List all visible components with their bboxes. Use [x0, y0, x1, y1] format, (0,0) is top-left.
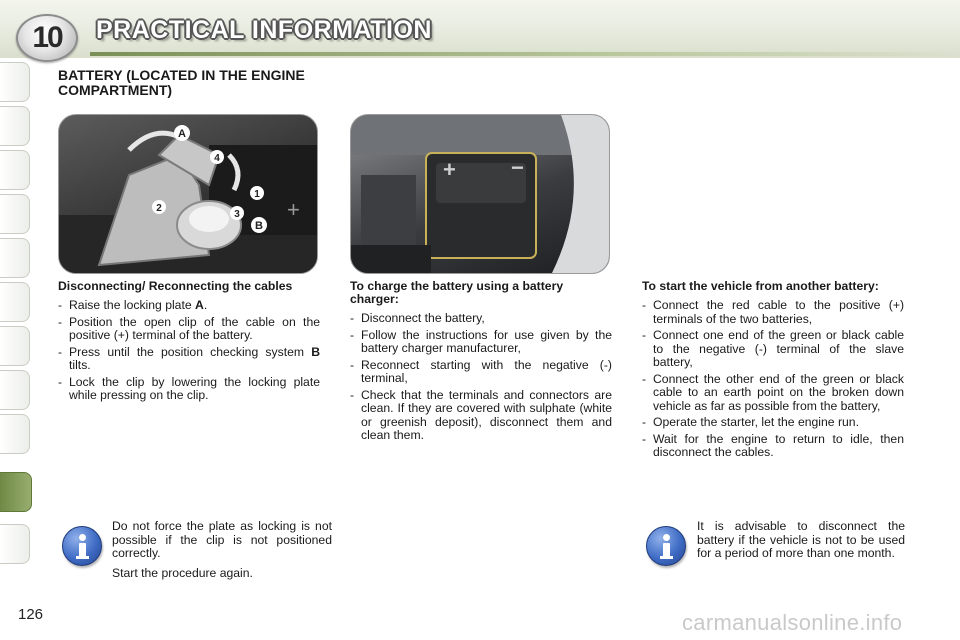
list-item	[642, 299, 904, 326]
chapter-tab[interactable]	[0, 370, 30, 410]
chapter-tab-active[interactable]	[0, 472, 32, 512]
list-dash: -	[350, 327, 355, 342]
column-charging	[350, 280, 612, 446]
chapter-tab[interactable]	[0, 106, 30, 146]
column-jump-start	[642, 280, 904, 463]
list-dash: -	[350, 357, 355, 372]
list-item-text: Reconnect starting with the negative (-) terminal,	[361, 357, 612, 385]
chapter-tab[interactable]	[0, 282, 30, 322]
list-item	[58, 316, 320, 343]
list-dash: -	[58, 298, 63, 312]
chapter-tab[interactable]	[0, 150, 30, 190]
column-heading: To charge the battery using a battery charger:	[350, 279, 564, 306]
section-title: BATTERY (LOCATED IN THE ENGINE COMPARTMENT)	[58, 67, 305, 98]
list-item	[642, 373, 904, 414]
info-paragraph: It is advisable to disconnect the battery if the vehicle is not to be used for a period of more than one month.	[697, 519, 905, 560]
chapter-tab-strip	[0, 62, 34, 574]
list-item	[58, 299, 320, 313]
list-item-bold: B	[311, 344, 320, 359]
list-item	[350, 389, 612, 443]
instruction-list	[58, 299, 320, 403]
column-heading: Disconnecting/ Reconnecting the cables	[58, 279, 293, 293]
chapter-tab[interactable]	[0, 524, 30, 564]
list-item	[350, 312, 612, 326]
list-item-text: Press until the position checking system	[69, 344, 312, 359]
list-item-bold: A	[195, 298, 204, 312]
instruction-list	[642, 299, 904, 460]
info-note-locking	[112, 520, 332, 586]
list-item-text: Follow the instructions for use given by the battery charger manufacturer,	[361, 327, 612, 355]
list-item-text: Connect one end of the green or black cable to the negative (-) terminal of the slave battery,	[653, 328, 904, 369]
list-dash: -	[642, 431, 647, 446]
page-header	[0, 0, 960, 58]
list-dash: -	[58, 314, 63, 329]
battery-clip-photo	[58, 114, 318, 274]
list-dash: -	[58, 344, 63, 359]
page-number: 126	[18, 606, 44, 623]
battery-compartment-photo	[350, 114, 610, 274]
list-dash: -	[58, 374, 63, 389]
negative-terminal-mark: −	[511, 155, 524, 180]
photo-1-label: B	[255, 220, 263, 232]
page-title: PRACTICAL INFORMATION	[96, 16, 432, 44]
list-item-text: Raise the locking plate	[69, 298, 196, 312]
chapter-tab[interactable]	[0, 326, 30, 366]
photo-1-label: 1	[254, 189, 260, 200]
list-item-text: Lock the clip by lowering the locking plate while pressing on the clip.	[69, 374, 320, 402]
battery-clip-illustration	[59, 115, 318, 274]
info-paragraph: Start the procedure again.	[112, 565, 253, 580]
list-item	[642, 329, 904, 370]
column-disconnecting	[58, 280, 320, 406]
list-dash: -	[642, 415, 647, 429]
list-item-text: Operate the starter, let the engine run.	[653, 415, 859, 429]
photo-1-label: A	[178, 128, 186, 140]
list-item-text: Wait for the engine to return to idle, then disconnect the cables.	[653, 431, 904, 459]
chapter-tab[interactable]	[0, 238, 30, 278]
list-item-text: Check that the terminals and connectors are clean. If they are covered with sulphate (white or greenish deposit), disconnect them and clean them.	[361, 387, 612, 442]
photo-1-label: 3	[234, 209, 240, 220]
info-note-disconnect	[697, 520, 905, 567]
info-icon	[646, 526, 686, 566]
chapter-tab[interactable]	[0, 414, 30, 454]
list-dash: -	[642, 298, 647, 312]
list-item-text-after: .	[203, 298, 208, 312]
battery-compartment-illustration	[351, 115, 610, 274]
list-item	[58, 346, 320, 373]
list-dash: -	[350, 387, 355, 402]
positive-terminal-mark: +	[443, 157, 456, 182]
chapter-tab[interactable]	[0, 194, 30, 234]
photo-1-label: 2	[156, 203, 162, 214]
instruction-list	[350, 312, 612, 443]
list-item	[350, 329, 612, 356]
list-item	[350, 359, 612, 386]
list-item-text: Position the open clip of the cable on the positive (+) terminal of the battery.	[69, 314, 320, 342]
list-item	[58, 376, 320, 403]
column-heading: To start the vehicle from another battery:	[642, 279, 879, 293]
watermark: carmanualsonline.info	[682, 610, 903, 635]
list-item-text: Disconnect the battery,	[361, 311, 485, 325]
chapter-badge: 10	[16, 14, 78, 62]
list-dash: -	[350, 311, 355, 325]
list-dash: -	[642, 328, 647, 342]
chapter-tab[interactable]	[0, 62, 30, 102]
list-item	[642, 416, 904, 430]
list-item-text: Connect the other end of the green or black cable to an earth point on the broken down vehicle as far as possible from the battery,	[653, 371, 904, 413]
photo-1-label: 4	[214, 153, 220, 164]
list-item-text: Connect the red cable to the positive (+) terminals of the two batteries,	[653, 298, 904, 326]
list-dash: -	[642, 371, 647, 386]
info-icon	[62, 526, 102, 566]
list-item	[642, 433, 904, 460]
list-item-text-after: tilts.	[69, 358, 91, 372]
svg-text:+: +	[287, 197, 300, 222]
info-paragraph: Do not force the plate as locking is not possible if the clip is not positioned correctly.	[112, 519, 332, 560]
